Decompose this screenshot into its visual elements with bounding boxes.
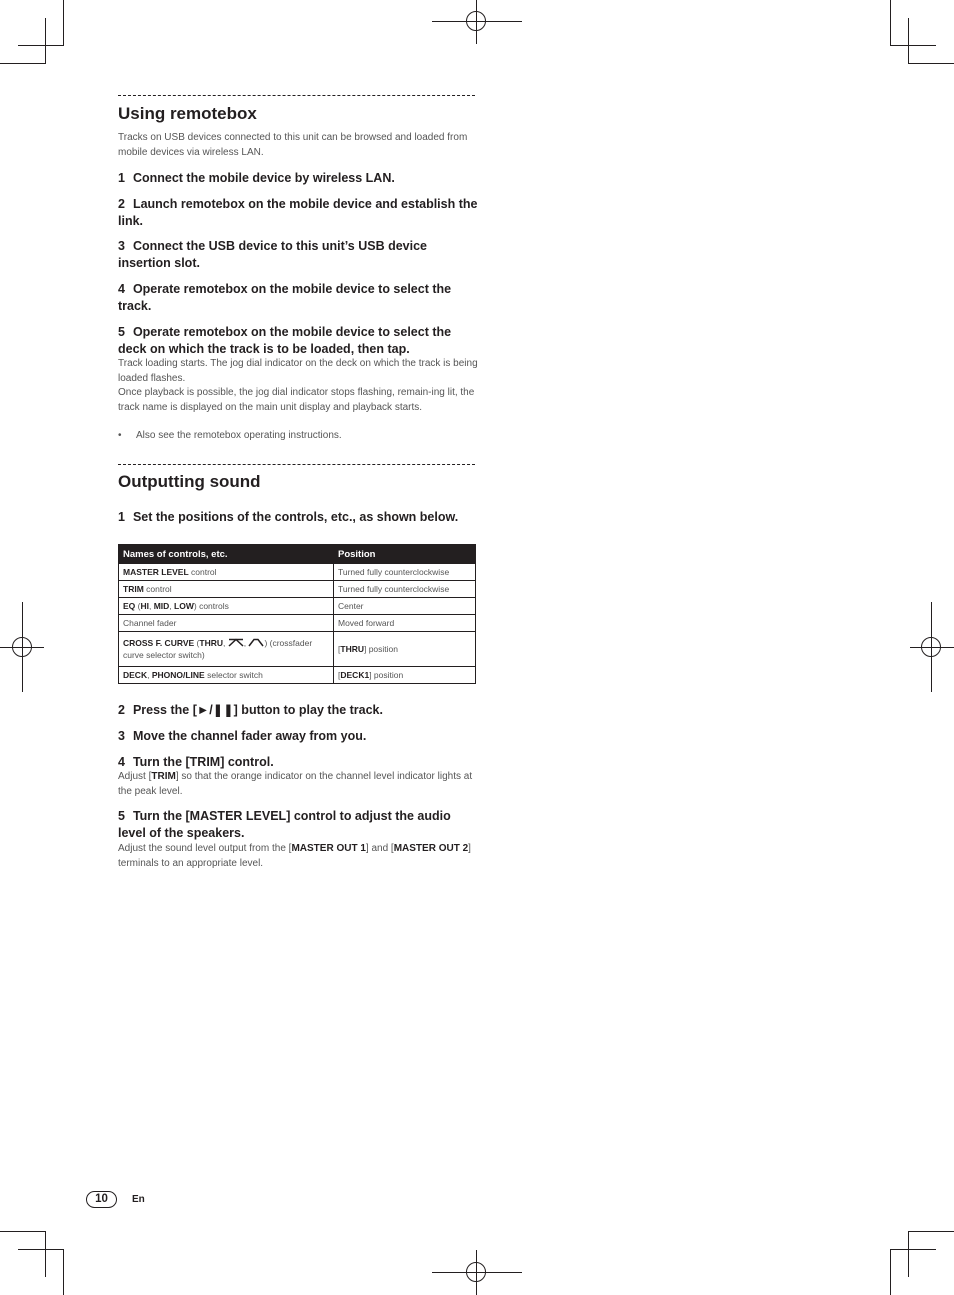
table-cell: CROSS F. CURVE (THRU, , ) (crossfader curve selector switch) [119,632,334,667]
step-1-set-controls: 1 Set the positions of the controls, etc., as shown below. [118,510,459,524]
table-row [119,615,476,632]
table-cell: EQ (HI, MID, LOW) controls [119,598,334,615]
table-cell: Moved forward [334,615,476,632]
table-row [119,598,476,615]
crop-mark [890,1249,936,1250]
table-cell: MASTER LEVEL control [119,564,334,581]
step-3-fader: 3 Move the channel fader away from you. [118,729,367,743]
table-cell: TRIM control [119,581,334,598]
crop-mark [63,1249,64,1295]
crop-mark [908,63,954,64]
table-cell: Turned fully counterclockwise [334,564,476,581]
step-4: 4 Operate remotebox on the mobile device to select the track. [118,282,452,313]
table-header: Position [334,545,476,564]
crossfader-curve-sharp-icon [228,638,244,647]
section-title-outputting-sound: Outputting sound [118,472,261,491]
crop-mark [908,1231,954,1232]
section-divider [118,95,475,96]
registration-mark [466,1262,486,1282]
table-row [119,581,476,598]
language-code: En [132,1194,145,1205]
crop-mark [45,18,46,64]
step-2: 2 Launch remotebox on the mobile device and establish the link. [118,197,478,228]
bullet-item: • Also see the remotebox operating instructions. [118,429,478,444]
controls-table [118,544,476,684]
play-pause-icon: ►/❚❚ [196,703,234,717]
table-cell: [DECK1] position [334,667,476,684]
step-5: 5 Operate remotebox on the mobile device to select the deck on which the track is to be loaded, then tap. [118,325,452,356]
section-divider [118,464,475,465]
registration-mark [921,637,941,657]
crop-mark [908,18,909,64]
table-cell: DECK, PHONO/LINE selector switch [119,667,334,684]
table-row [119,564,476,581]
crop-mark [0,63,46,64]
step-5-master-level: 5 Turn the [MASTER LEVEL] control to adjust the audio level of the speakers. [118,809,451,840]
crop-mark [890,45,936,46]
step-4-detail: Adjust [TRIM] so that the orange indicator on the channel level indicator lights at the peak level. [118,771,473,797]
page-number: 10 [86,1191,117,1208]
crop-mark [45,1231,46,1277]
table-cell: Turned fully counterclockwise [334,581,476,598]
table-header: Names of controls, etc. [119,545,334,564]
step-5-detail-2: Once playback is possible, the jog dial indicator stops flashing, remain-ing lit, the track name is displayed on the main unit display and playback starts. [118,387,475,413]
step-3: 3 Connect the USB device to this unit’s USB device insertion slot. [118,239,427,270]
table-cell: [THRU] position [334,632,476,667]
table-cell: Center [334,598,476,615]
crop-mark [18,45,64,46]
registration-mark [466,11,486,31]
crossfader-curve-slow-icon [248,638,264,647]
crop-mark [890,1249,891,1295]
crop-mark [908,1231,909,1277]
crop-mark [0,1231,46,1232]
step-1: 1 Connect the mobile device by wireless LAN. [118,171,395,185]
registration-mark [12,637,32,657]
step-5-master-detail: Adjust the sound level output from the [MASTER OUT 1] and [MASTER OUT 2] terminals to an appropriate level. [118,843,471,869]
table-row [119,632,476,667]
intro-text: Tracks on USB devices connected to this unit can be browsed and loaded from mobile devices via wireless LAN. [118,132,468,158]
table-row [119,667,476,684]
section-title-using-remotebox: Using remotebox [118,104,257,123]
table-header-row [119,545,476,564]
step-2-play: 2 Press the [►/❚❚] button to play the track. [118,703,383,717]
table-cell: Channel fader [119,615,334,632]
crop-mark [18,1249,64,1250]
step-5-detail: Track loading starts. The jog dial indicator on the deck on which the track is being loaded flashes. [118,358,478,384]
crop-mark [890,0,891,46]
bullet-mark: • [118,430,122,441]
crop-mark [63,0,64,46]
step-4-trim: 4 Turn the [TRIM] control. [118,755,274,769]
